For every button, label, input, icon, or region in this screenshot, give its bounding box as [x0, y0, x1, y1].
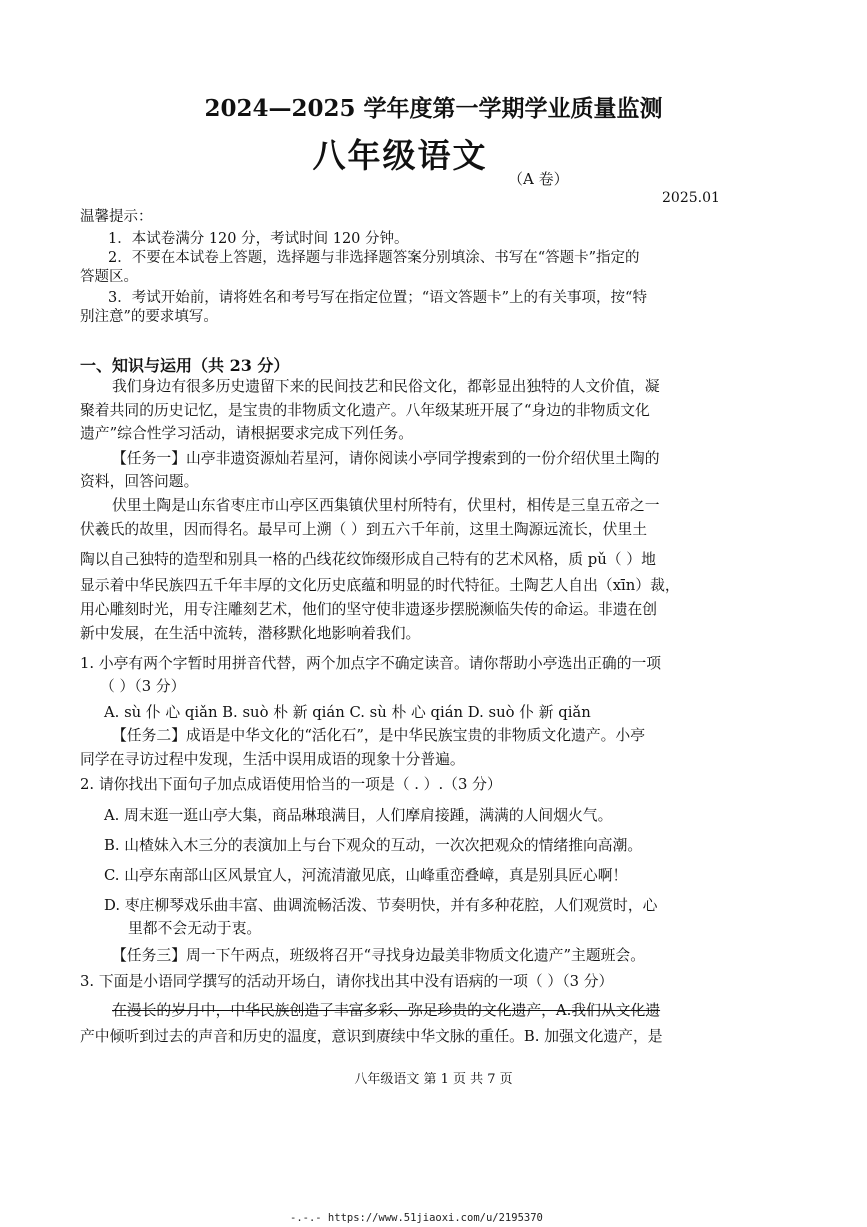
tip-3a: 3．考试开始前，请将姓名和考号写在指定位置；“语文答题卡”上的有关事项，按“特 — [108, 290, 647, 306]
task1-line-1: 【任务一】山亭非遗资源灿若星河，请你阅读小亭同学搜索到的一份介绍伏里土陶的 — [112, 450, 660, 467]
passage-line-5: 用心雕刻时光，用专注雕刻艺术，他们的坚守使非遗逐步摆脱濒临失传的命运。非遗在创 — [80, 601, 658, 618]
passage-line-3: 陶以自己独特的造型和别具一格的凸线花纹饰缀形成自己特有的艺术风格，质 pǔ（ ）地 — [80, 551, 656, 568]
question-2-option-b: B. 山楂妹入木三分的表演加上与台下观众的互动，一次次把观众的情绪推向高潮。 — [104, 837, 643, 854]
passage-line-1: 伏里土陶是山东省枣庄市山亭区西集镇伏里村所特有，伏里村，相传是三皇五帝之一 — [112, 497, 660, 514]
question-1-options: A. sù 仆 心 qiǎn B. suò 朴 新 qián C. sù 朴 心 qián D. suò 仆 新 qiǎn — [104, 704, 591, 721]
tip-3b: 别注意”的要求填写。 — [80, 309, 218, 325]
question-1-answer-blank: （ ）（3 分） — [100, 678, 186, 695]
paper-version: （A 卷） — [508, 170, 569, 188]
tips-label: 温馨提示： — [80, 209, 153, 225]
exam-title: 2024—2025 学年度第一学期学业质量监测 — [204, 95, 663, 122]
task3-line: 【任务三】周一下午两点，班级将召开“寻找身边最美非物质文化遗产”主题班会。 — [112, 947, 646, 964]
task2-line-1: 【任务二】成语是中华文化的“活化石”，是中华民族宝贵的非物质文化遗产。小亭 — [112, 727, 646, 744]
tip-2b: 答题区。 — [80, 269, 138, 285]
tip-2a: 2．不要在本试卷上答题，选择题与非选择题答案分别填涂、书写在“答题卡”指定的 — [108, 250, 640, 266]
passage-line-6: 新中发展，在生活中流转，潜移默化地影响着我们。 — [80, 625, 421, 642]
question-2: 2. 请你找出下面句子加点成语使用恰当的一项是（ . ）.（3 分） — [80, 776, 502, 793]
question-3-passage-line-2: 产中倾听到过去的声音和历史的温度，意识到赓续中华文脉的重任。B. 加强文化遗产，是 — [80, 1028, 663, 1045]
subject-title: 八年级语文 — [312, 136, 488, 175]
question-2-option-c: C. 山亭东南部山区风景宜人，河流清澈见底，山峰重峦叠嶂，真是别具匠心啊！ — [104, 867, 628, 884]
question-2-option-a: A. 周末逛一逛山亭大集，商品琳琅满目，人们摩肩接踵，满满的人间烟火气。 — [104, 807, 613, 824]
question-1: 1. 小亭有两个字暂时用拼音代替，两个加点字不确定读音。请你帮助小亭选出正确的一项 — [80, 655, 662, 672]
question-3-passage-line-1: 在漫长的岁月中，中华民族创造了丰富多彩、弥足珍贵的文化遗产，A.我们从文化遗 — [112, 1002, 661, 1019]
question-2-option-d-line-1: D. 枣庄柳琴戏乐曲丰富、曲调流畅活泼、节奏明快，并有多种花腔，人们观赏时，心 — [104, 897, 658, 914]
watermark-url: -.-.- https://www.51jiaoxi.com/u/2195370 — [290, 1212, 543, 1224]
intro-line-1: 我们身边有很多历史遗留下来的民间技艺和民俗文化，都彰显出独特的人文价值，凝 — [112, 378, 660, 395]
page-footer: 八年级语文 第 1 页 共 7 页 — [354, 1072, 513, 1087]
intro-line-3: 遗产”综合性学习活动，请根据要求完成下列任务。 — [80, 425, 414, 442]
section-heading: 一、知识与运用（共 23 分） — [80, 356, 290, 375]
task2-line-2: 同学在寻访过程中发现，生活中误用成语的现象十分普遍。 — [80, 751, 465, 768]
passage-line-4: 显示着中华民族四五千年丰厚的文化历史底蕴和明显的时代特征。土陶艺人自出（xīn）裁， — [80, 577, 680, 594]
question-3: 3. 下面是小语同学撰写的活动开场白，请你找出其中没有语病的一项（ ）（3 分） — [80, 973, 614, 990]
exam-date: 2025.01 — [662, 190, 720, 206]
passage-line-2: 伏羲氏的故里，因而得名。最早可上溯（ ）到五六千年前，这里土陶源远流长，伏里土 — [80, 521, 647, 538]
task1-line-2: 资料，回答问题。 — [80, 473, 199, 490]
question-2-option-d-line-2: 里都不会无动于衷。 — [128, 920, 262, 937]
intro-line-2: 聚着共同的历史记忆，是宝贵的非物质文化遗产。八年级某班开展了“身边的非物质文化 — [80, 402, 650, 419]
tip-1: 1．本试卷满分 120 分，考试时间 120 分钟。 — [108, 231, 409, 247]
